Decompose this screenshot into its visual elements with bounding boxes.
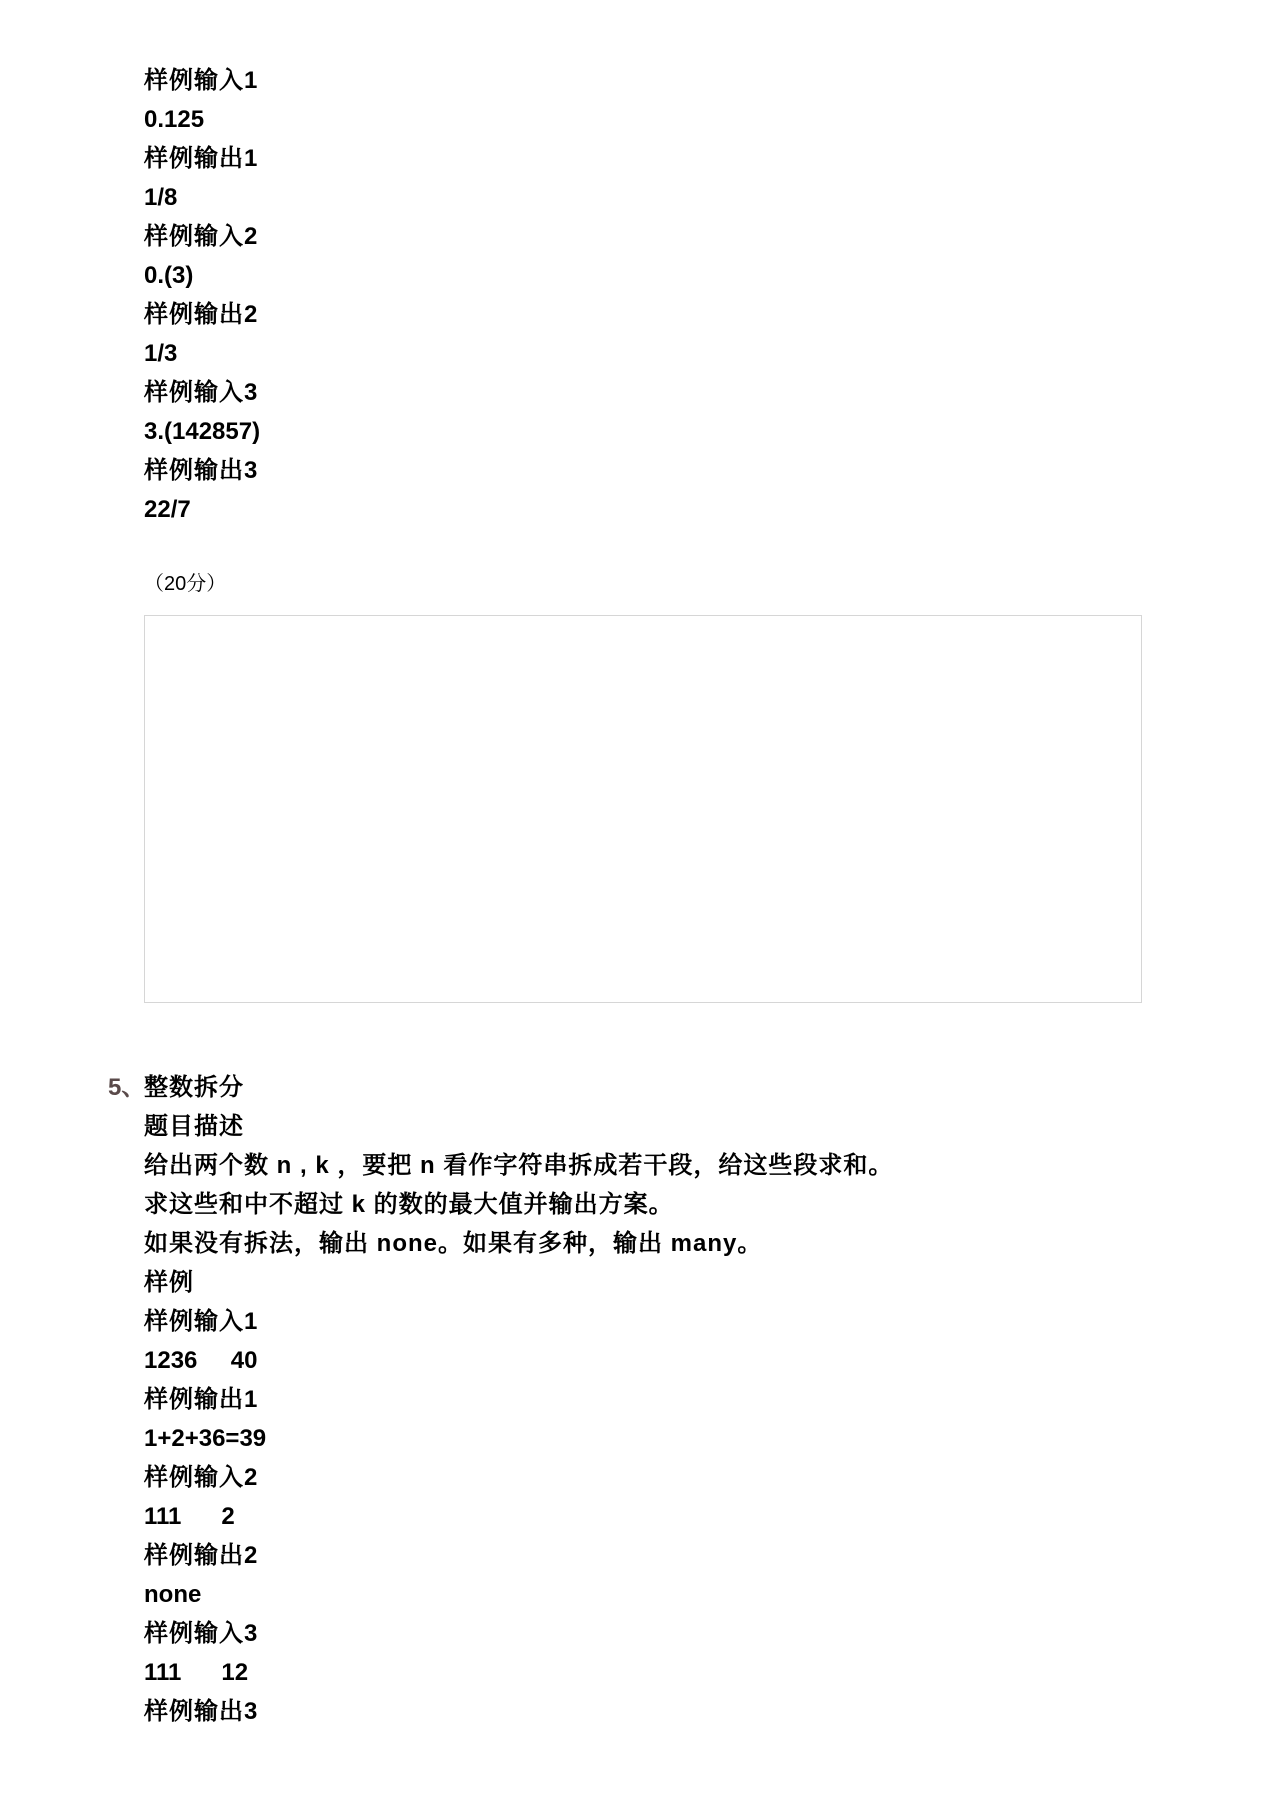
sample-output-label: 样例输出2 <box>144 1542 259 1569</box>
sample-input-value: 111 2 <box>144 1503 235 1530</box>
sample-output-value: 1+2+36=39 <box>144 1425 267 1452</box>
question-number: 5、 <box>108 1074 146 1101</box>
sample-input-value: 0.(3) <box>144 262 194 289</box>
sample-input-label: 样例输入3 <box>144 379 259 406</box>
sample-input-value: 111 12 <box>144 1659 249 1686</box>
sample-input-label: 样例输入1 <box>144 67 259 94</box>
sample-heading: 样例 <box>144 1269 194 1296</box>
sample-input-label: 样例输入2 <box>144 1464 259 1491</box>
description-heading: 题目描述 <box>144 1113 244 1140</box>
sample-output-label: 样例输出1 <box>144 145 259 172</box>
sample-output-label: 样例输出2 <box>144 301 259 328</box>
sample-output-label: 样例输出3 <box>144 457 259 484</box>
sample-output-label: 样例输出3 <box>144 1698 259 1725</box>
sample-input-label: 样例输入2 <box>144 223 259 250</box>
sample-output-label: 样例输出1 <box>144 1386 259 1413</box>
sample-output-value: 1/8 <box>144 184 178 211</box>
description-line: 给出两个数 n , k ，要把 n 看作字符串拆成若干段，给这些段求和。 <box>144 1152 894 1179</box>
sample-input-value: 3.(142857) <box>144 418 261 445</box>
description-line: 如果没有拆法，输出 none。如果有多种，输出 many。 <box>144 1230 763 1257</box>
description-line: 求这些和中不超过 k 的数的最大值并输出方案。 <box>144 1191 674 1218</box>
answer-textarea[interactable] <box>144 615 1142 1003</box>
question-title: 整数拆分 <box>144 1074 244 1101</box>
sample-input-label: 样例输入3 <box>144 1620 259 1647</box>
sample-input-value: 1236 40 <box>144 1347 258 1374</box>
sample-output-value: 1/3 <box>144 340 178 367</box>
sample-input-value: 0.125 <box>144 106 205 133</box>
sample-output-value: none <box>144 1581 202 1608</box>
score-label: （20分） <box>144 573 227 595</box>
sample-output-value: 22/7 <box>144 496 191 523</box>
sample-input-label: 样例输入1 <box>144 1308 259 1335</box>
